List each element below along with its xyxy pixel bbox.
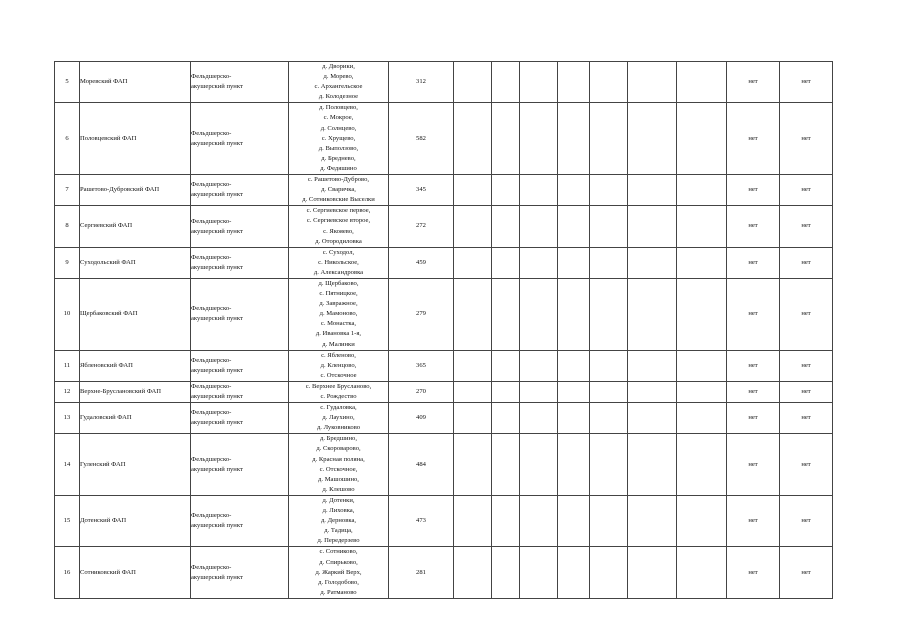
empty-cell (628, 495, 677, 546)
facility-type-cell (191, 206, 289, 247)
village-line: с. Суходол, (322, 248, 355, 256)
village-line: д. Сотниковские Выселки (302, 196, 375, 204)
village-line: с. Хрущево, (321, 134, 356, 142)
villages-cell (289, 62, 389, 103)
table-row (55, 495, 833, 546)
answer-cell-1: нет (727, 206, 780, 247)
empty-cell (492, 403, 520, 434)
village-line: д. Дерновка, (320, 517, 357, 525)
village-line: д. Морево, (323, 73, 354, 81)
village-line: с. Якояево, (323, 227, 354, 235)
answer-cell-1: нет (727, 62, 780, 103)
empty-cell (558, 175, 590, 206)
village-line: д. Жаркий Верх, (315, 568, 362, 576)
row-number-cell: 12 (55, 381, 80, 402)
answer-cell-2: нет (780, 350, 833, 381)
row-number-cell: 11 (55, 350, 80, 381)
row-number-cell: 10 (55, 278, 80, 350)
empty-cell (558, 62, 590, 103)
facility-type-cell (191, 547, 289, 598)
facility-type-line: акушерский пункт (191, 139, 243, 147)
answer-cell-2: нет (780, 381, 833, 402)
village-line: с. Сергиевское первое, (306, 207, 371, 215)
village-line: с. Сергиевское второе, (306, 217, 371, 225)
village-line: д. Кленцово, (320, 361, 357, 369)
empty-cell (520, 434, 558, 496)
village-line: д. Дотенки, (322, 496, 355, 504)
empty-cell (492, 381, 520, 402)
facility-name-cell: Рашетово-Дубровский ФАП (80, 175, 191, 206)
empty-cell (520, 381, 558, 402)
answer-cell-2: нет (780, 547, 833, 598)
facility-type-cell (191, 62, 289, 103)
facility-type-line: акушерский пункт (191, 263, 243, 271)
facility-name-cell: Ябленовский ФАП (80, 350, 191, 381)
answer-cell-1: нет (727, 278, 780, 350)
village-line: с. Гудаловка, (320, 404, 357, 412)
answer-cell-2: нет (780, 403, 833, 434)
table-row (55, 434, 833, 496)
empty-cell (628, 175, 677, 206)
villages-cell (289, 350, 389, 381)
answer-cell-2: нет (780, 278, 833, 350)
facility-type-cell (191, 495, 289, 546)
facility-type-line: Фельдшерско- (191, 181, 232, 189)
answer-cell-1: нет (727, 175, 780, 206)
village-line: д. Ивановка 1-я, (315, 330, 362, 338)
facility-type-cell (191, 103, 289, 175)
empty-cell (558, 103, 590, 175)
population-cell: 484 (389, 434, 454, 496)
answer-cell-1: нет (727, 381, 780, 402)
answer-cell-2: нет (780, 495, 833, 546)
facility-type-line: Фельдшерско- (191, 305, 232, 313)
population-cell: 270 (389, 381, 454, 402)
villages-cell (289, 247, 389, 278)
facility-type-cell (191, 434, 289, 496)
empty-cell (454, 103, 492, 175)
row-number-cell: 6 (55, 103, 80, 175)
empty-cell (590, 62, 628, 103)
population-cell: 312 (389, 62, 454, 103)
empty-cell (590, 103, 628, 175)
answer-cell-2: нет (780, 103, 833, 175)
empty-cell (492, 495, 520, 546)
empty-cell (677, 62, 727, 103)
empty-cell (628, 103, 677, 175)
village-line: д. Клешово (322, 485, 355, 493)
facility-type-cell (191, 350, 289, 381)
empty-cell (492, 350, 520, 381)
village-line: д. Сваричка, (321, 186, 356, 194)
table-row (55, 62, 833, 103)
villages-cell (289, 547, 389, 598)
empty-cell (590, 495, 628, 546)
facility-type-line: акушерский пункт (191, 573, 243, 581)
answer-cell-1: нет (727, 495, 780, 546)
table-row (55, 381, 833, 402)
facility-type-cell (191, 247, 289, 278)
village-line: д. Выползово, (318, 144, 359, 152)
facility-type-line: акушерский пункт (191, 522, 243, 530)
answer-cell-2: нет (780, 62, 833, 103)
empty-cell (558, 434, 590, 496)
village-line: д. Отородиловка (315, 237, 362, 245)
village-line: с. Отскочное, (319, 465, 358, 473)
empty-cell (520, 350, 558, 381)
village-line: с. Верхнее Брусланово, (305, 382, 372, 390)
table-row (55, 278, 833, 350)
answer-cell-2: нет (780, 247, 833, 278)
village-line: с. Ябленово, (321, 351, 356, 359)
facility-type-line: акушерский пункт (191, 191, 243, 199)
facility-type-line: акушерский пункт (191, 83, 243, 91)
population-cell: 473 (389, 495, 454, 546)
population-cell: 582 (389, 103, 454, 175)
empty-cell (520, 103, 558, 175)
villages-cell (289, 495, 389, 546)
village-line: д. Щербаково, (318, 279, 359, 287)
empty-cell (454, 175, 492, 206)
empty-cell (520, 547, 558, 598)
village-line: д. Скороварово, (316, 445, 361, 453)
facility-name-cell: Гуленский ФАП (80, 434, 191, 496)
villages-cell (289, 103, 389, 175)
row-number-cell: 9 (55, 247, 80, 278)
empty-cell (558, 350, 590, 381)
row-number-cell: 15 (55, 495, 80, 546)
row-number-cell: 14 (55, 434, 80, 496)
empty-cell (520, 403, 558, 434)
village-line: д. Бреднево, (321, 154, 356, 162)
table-row (55, 206, 833, 247)
village-line: д. Лаухино, (322, 414, 355, 422)
facility-name-cell: Сергиевский ФАП (80, 206, 191, 247)
facility-type-line: акушерский пункт (191, 227, 243, 235)
village-line: д. Ратманово (320, 588, 357, 596)
empty-cell (590, 547, 628, 598)
empty-cell (454, 495, 492, 546)
empty-cell (454, 381, 492, 402)
villages-cell (289, 403, 389, 434)
empty-cell (520, 278, 558, 350)
population-cell: 365 (389, 350, 454, 381)
table-row (55, 350, 833, 381)
empty-cell (628, 350, 677, 381)
facility-type-line: акушерский пункт (191, 465, 243, 473)
village-line: с. Отскочное (320, 371, 357, 379)
facility-name-cell: Суходольский ФАП (80, 247, 191, 278)
village-line: д. Александровка (313, 268, 364, 276)
village-line: д. Дворики, (322, 63, 355, 70)
empty-cell (628, 547, 677, 598)
village-line: д. Спирьково, (319, 558, 358, 566)
empty-cell (558, 495, 590, 546)
village-line: с. Архангельское (314, 83, 363, 91)
village-line: д. Тадица, (324, 527, 353, 535)
village-line: с. Пятницкое, (319, 290, 358, 298)
table-row (55, 547, 833, 598)
facility-type-cell (191, 403, 289, 434)
answer-cell-1: нет (727, 434, 780, 496)
population-cell: 281 (389, 547, 454, 598)
facility-name-cell: Половцевский ФАП (80, 103, 191, 175)
village-line: д. Половцево, (319, 104, 358, 112)
empty-cell (628, 62, 677, 103)
empty-cell (492, 62, 520, 103)
village-line: с. Монастка, (320, 320, 357, 328)
facility-type-line: акушерский пункт (191, 315, 243, 323)
empty-cell (492, 247, 520, 278)
facility-type-line: Фельдшерско- (191, 512, 232, 520)
row-number-cell: 5 (55, 62, 80, 103)
villages-cell (289, 434, 389, 496)
facility-type-line: Фельдшерско- (191, 563, 232, 571)
empty-cell (492, 434, 520, 496)
village-line: д. Луковниково (316, 424, 361, 432)
village-line: д. Лиховка, (322, 507, 355, 515)
facility-type-line: Фельдшерско- (191, 73, 232, 81)
table-row (55, 247, 833, 278)
empty-cell (590, 434, 628, 496)
facility-name-cell: Дотенский ФАП (80, 495, 191, 546)
population-cell: 459 (389, 247, 454, 278)
empty-cell (558, 547, 590, 598)
empty-cell (628, 278, 677, 350)
empty-cell (590, 350, 628, 381)
empty-cell (628, 381, 677, 402)
empty-cell (492, 103, 520, 175)
empty-cell (454, 547, 492, 598)
village-line: с. Рождество (320, 393, 357, 400)
facility-name-cell: Верхне-Бруслановский ФАП (80, 381, 191, 402)
population-cell: 272 (389, 206, 454, 247)
empty-cell (454, 403, 492, 434)
empty-cell (492, 278, 520, 350)
fap-register-table (54, 61, 833, 599)
table-row (55, 175, 833, 206)
empty-cell (677, 175, 727, 206)
empty-cell (677, 206, 727, 247)
empty-cell (590, 206, 628, 247)
row-number-cell: 7 (55, 175, 80, 206)
facility-type-line: Фельдшерско- (191, 129, 232, 137)
village-line: д. Колодезное (318, 93, 359, 101)
empty-cell (492, 175, 520, 206)
empty-cell (590, 403, 628, 434)
village-line: д. Бредшино, (319, 435, 357, 443)
villages-cell (289, 175, 389, 206)
empty-cell (520, 62, 558, 103)
row-number-cell: 8 (55, 206, 80, 247)
empty-cell (520, 247, 558, 278)
facility-type-cell (191, 381, 289, 402)
facility-name-cell: Щербаковский ФАП (80, 278, 191, 350)
facility-name-cell: Гудаловский ФАП (80, 403, 191, 434)
empty-cell (454, 278, 492, 350)
empty-cell (454, 62, 492, 103)
empty-cell (677, 434, 727, 496)
empty-cell (677, 381, 727, 402)
empty-cell (628, 206, 677, 247)
table-row (55, 103, 833, 175)
village-line: д. Завражное, (319, 300, 358, 308)
village-line: с. Никольское, (318, 258, 359, 266)
village-line: д. Солнцево, (320, 124, 357, 132)
answer-cell-1: нет (727, 350, 780, 381)
empty-cell (454, 247, 492, 278)
empty-cell (677, 350, 727, 381)
empty-cell (590, 175, 628, 206)
facility-type-line: Фельдшерско- (191, 253, 232, 261)
facility-type-cell (191, 175, 289, 206)
answer-cell-2: нет (780, 206, 833, 247)
empty-cell (677, 495, 727, 546)
population-cell: 345 (389, 175, 454, 206)
empty-cell (558, 381, 590, 402)
empty-cell (677, 547, 727, 598)
village-line: д. Машошино, (318, 475, 359, 483)
facility-type-line: Фельдшерско- (191, 455, 232, 463)
facility-type-line: акушерский пункт (191, 393, 243, 400)
empty-cell (454, 434, 492, 496)
facility-name-cell: Сотниковский ФАП (80, 547, 191, 598)
village-line: д. Передерзево (317, 537, 360, 545)
empty-cell (677, 103, 727, 175)
empty-cell (590, 247, 628, 278)
empty-cell (558, 278, 590, 350)
answer-cell-1: нет (727, 103, 780, 175)
facility-type-line: Фельдшерско- (191, 383, 232, 390)
villages-cell (289, 278, 389, 350)
row-number-cell: 13 (55, 403, 80, 434)
village-line: с. Мокрое, (323, 114, 354, 122)
village-line: с. Рашетово-Дуброво, (307, 176, 370, 184)
empty-cell (590, 278, 628, 350)
facility-type-line: акушерский пункт (191, 419, 243, 427)
answer-cell-1: нет (727, 247, 780, 278)
answer-cell-1: нет (727, 403, 780, 434)
facility-type-line: Фельдшерско- (191, 217, 232, 225)
villages-cell (289, 381, 389, 402)
empty-cell (628, 403, 677, 434)
empty-cell (590, 381, 628, 402)
empty-cell (628, 247, 677, 278)
village-line: д. Голодобово, (318, 578, 359, 586)
empty-cell (492, 547, 520, 598)
empty-cell (520, 206, 558, 247)
facility-type-cell (191, 278, 289, 350)
village-line: с. Сотниково, (319, 548, 358, 556)
facility-type-line: Фельдшерско- (191, 409, 232, 417)
village-line: д. Красная поляна, (312, 455, 365, 463)
empty-cell (454, 206, 492, 247)
villages-cell (289, 206, 389, 247)
empty-cell (520, 495, 558, 546)
village-line: д. Федяшино (320, 164, 357, 172)
empty-cell (558, 247, 590, 278)
facility-type-line: акушерский пункт (191, 366, 243, 374)
empty-cell (677, 278, 727, 350)
population-cell: 279 (389, 278, 454, 350)
table-row (55, 403, 833, 434)
facility-type-line: Фельдшерско- (191, 356, 232, 364)
empty-cell (677, 403, 727, 434)
empty-cell (454, 350, 492, 381)
empty-cell (677, 247, 727, 278)
answer-cell-2: нет (780, 175, 833, 206)
empty-cell (628, 434, 677, 496)
row-number-cell: 16 (55, 547, 80, 598)
answer-cell-2: нет (780, 434, 833, 496)
empty-cell (520, 175, 558, 206)
village-line: д. Малинки (322, 340, 355, 348)
empty-cell (558, 206, 590, 247)
population-cell: 409 (389, 403, 454, 434)
answer-cell-1: нет (727, 547, 780, 598)
empty-cell (558, 403, 590, 434)
facility-name-cell: Моревский ФАП (80, 62, 191, 103)
empty-cell (492, 206, 520, 247)
village-line: д. Мамоново, (319, 310, 358, 318)
